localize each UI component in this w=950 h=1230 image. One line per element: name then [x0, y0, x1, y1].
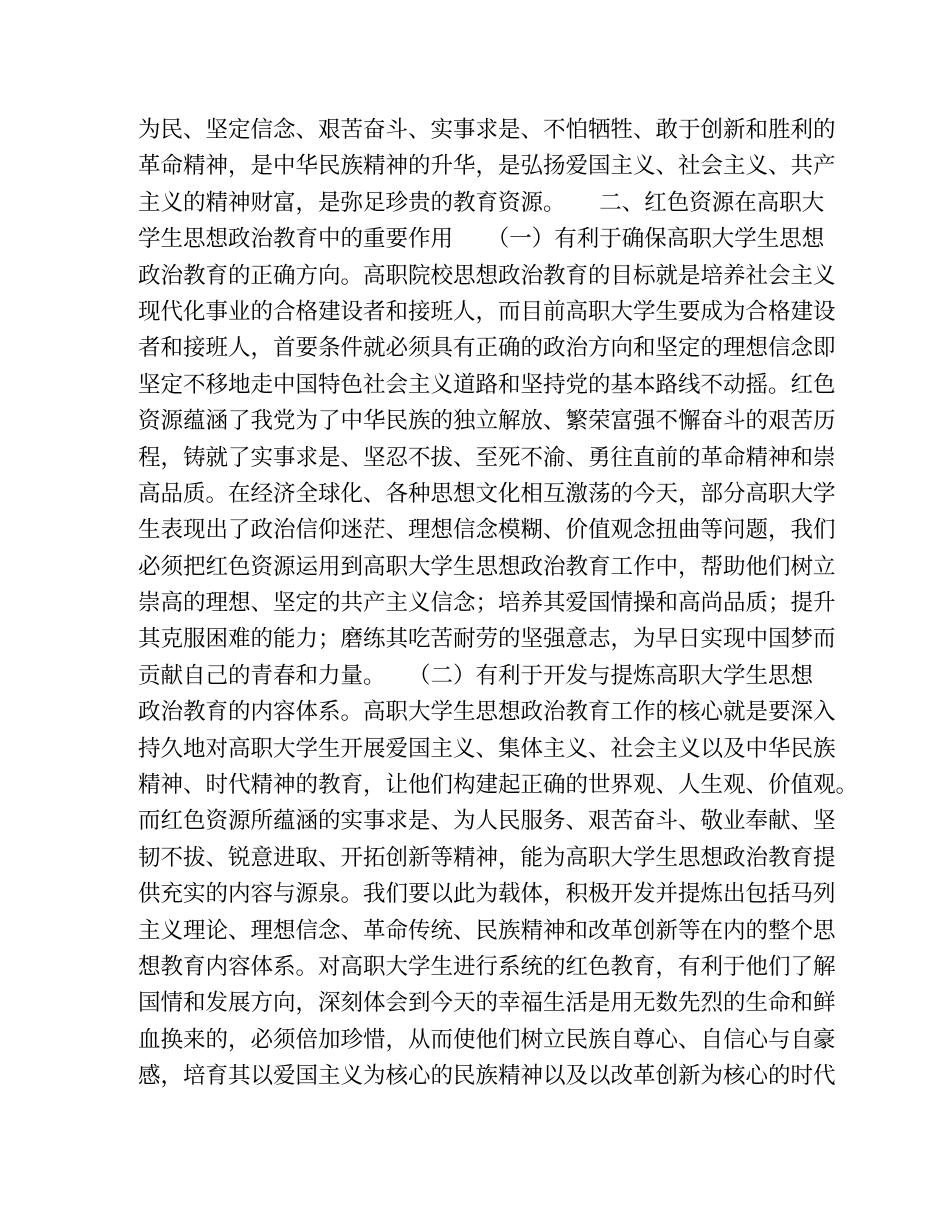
text-line: 韧不拔、锐意进取、开拓创新等精神，能为高职大学生思想政治教育提	[138, 844, 836, 871]
text-line: 主义理论、理想信念、革命传统、民族精神和改革创新等在内的整个思	[138, 917, 836, 944]
text-line: 高品质。在经济全球化、各种思想文化相互激荡的今天，部分高职大学	[138, 480, 836, 507]
text-line: 而红色资源所蕴涵的实事求是、为人民服务、艰苦奋斗、敬业奉献、坚	[138, 808, 836, 835]
text-line: 主义的精神财富，是弥足珍贵的教育资源。 二、红色资源在高职大	[138, 189, 825, 216]
body-text	[138, 112, 859, 1095]
text-line: 血换来的，必须倍加珍惜，从而使他们树立民族自尊心、自信心与自豪	[138, 1026, 836, 1053]
text-line: 感，培育其以爱国主义为核心的民族精神以及以改革创新为核心的时代	[138, 1063, 836, 1090]
text-line: 学生思想政治教育中的重要作用 （一）有利于确保高职大学生思想	[138, 226, 825, 253]
text-line: 者和接班人，首要条件就必须具有正确的政治方向和坚定的理想信念即	[138, 335, 836, 362]
text-line: 为民、坚定信念、艰苦奋斗、实事求是、不怕牺牲、敢于创新和胜利的	[138, 117, 836, 143]
text-line: 革命精神，是中华民族精神的升华，是弘扬爱国主义、社会主义、共产	[138, 153, 836, 180]
text-line: 程，铸就了实事求是、坚忍不拔、至死不渝、勇往直前的革命精神和崇	[138, 444, 836, 471]
text-line: 必须把红色资源运用到高职大学生思想政治教育工作中，帮助他们树立	[138, 553, 836, 580]
text-line: 资源蕴涵了我党为了中华民族的独立解放、繁荣富强不懈奋斗的艰苦历	[138, 408, 836, 435]
text-line: 崇高的理想、坚定的共产主义信念；培养其爱国情操和高尚品质；提升	[138, 590, 836, 617]
text-line: 其克服困难的能力；磨练其吃苦耐劳的坚强意志，为早日实现中国梦而	[138, 626, 836, 653]
text-line: 贡献自己的青春和力量。 （二）有利于开发与提炼高职大学生思想	[138, 662, 814, 689]
text-line: 现代化事业的合格建设者和接班人，而目前高职大学生要成为合格建设	[138, 298, 836, 325]
text-line: 生表现出了政治信仰迷茫、理想信念模糊、价值观念扭曲等问题，我们	[138, 517, 836, 544]
text-line: 持久地对高职大学生开展爱国主义、集体主义、社会主义以及中华民族	[138, 735, 836, 762]
text-line: 想教育内容体系。对高职大学生进行系统的红色教育，有利于他们了解	[138, 953, 836, 980]
text-line: 精神、时代精神的教育，让他们构建起正确的世界观、人生观、价值观。	[138, 772, 859, 799]
text-line: 政治教育的正确方向。高职院校思想政治教育的目标就是培养社会主义	[138, 262, 836, 289]
text-line: 坚定不移地走中国特色社会主义道路和坚持党的基本路线不动摇。红色	[138, 371, 836, 398]
text-line: 政治教育的内容体系。高职大学生思想政治教育工作的核心就是要深入	[138, 699, 836, 726]
text-line: 供充实的内容与源泉。我们要以此为载体，积极开发并提炼出包括马列	[138, 881, 836, 908]
text-line: 国情和发展方向，深刻体会到今天的幸福生活是用无数先烈的生命和鲜	[138, 990, 836, 1017]
